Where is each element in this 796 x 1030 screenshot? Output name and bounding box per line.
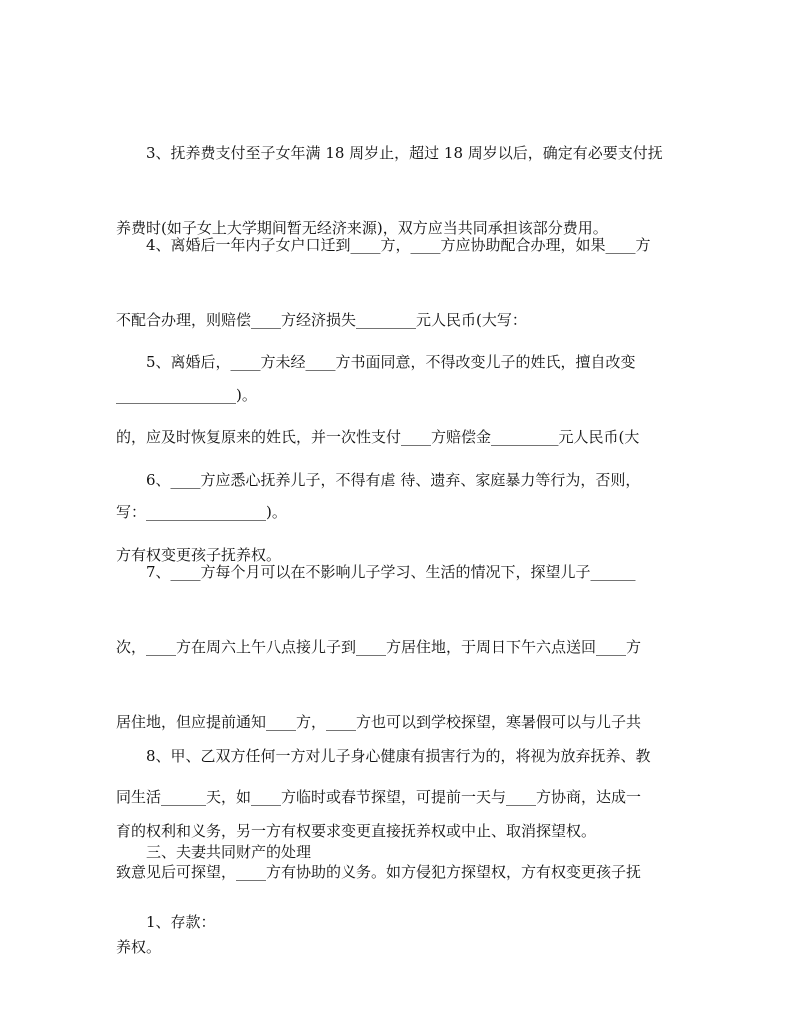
text-line: 同生活______天，如____方临时或春节探望，可提前一天与____方协商，达成一 bbox=[116, 788, 642, 806]
text-line: 的，应及时恢复原来的姓氏，并一次性支付____方赔偿金_________元人民币(大 bbox=[116, 428, 640, 446]
text-line: 6、____方应悉心抚养儿子，不得有虐 待、遗弃、家庭暴力等行为，否则， bbox=[116, 471, 641, 489]
text-line: 育的权利和义务，另一方有权要求变更直接抚养权或中止、取消探望权。 bbox=[116, 822, 597, 840]
text-line: 3、抚养费支付至子女年满 18 周岁止，超过 18 周岁以后，确定有必要支付抚 bbox=[116, 144, 663, 162]
text-line: 三、夫妻共同财产的处理 bbox=[116, 843, 312, 861]
text-line: 写：________________)。 bbox=[116, 503, 287, 521]
text-line: 8、甲、乙双方任何一方对儿子身心健康有损害行为的，将视为放弃抚养、教 bbox=[116, 747, 651, 765]
text-line: 次，____方在周六上午八点接儿子到____方居住地，于周日下午六点送回____方 bbox=[116, 638, 642, 656]
text-line: 养权。 bbox=[116, 938, 162, 956]
text-line: 养费时(如子女上大学期间暂无经济来源)，双方应当共同承担该部分费用。 bbox=[116, 219, 608, 237]
text-line: 1、存款： bbox=[116, 913, 216, 931]
text-line: 5、离婚后，____方未经____方书面同意，不得改变儿子的姓氏，擅自改变 bbox=[116, 353, 636, 371]
text-line: ________________)。 bbox=[116, 386, 257, 404]
text-line: 4、离婚后一年内子女户口迁到____方，____方应协助配合办理，如果____方 bbox=[116, 236, 651, 254]
text-line: 7、____方每个月可以在不影响儿子学习、生活的情况下，探望儿子______ bbox=[116, 563, 636, 581]
text-line: 不配合办理，则赔偿____方经济损失________元人民币(大写： bbox=[116, 311, 527, 329]
text-line: 居住地，但应提前通知____方，____方也可以到学校探望，寒暑假可以与儿子共 bbox=[116, 713, 642, 731]
subheading-deposits bbox=[116, 860, 676, 985]
text-line: 方有权变更孩子抚养权。 bbox=[116, 546, 282, 564]
text-line: 致意见后可探望，____方有协助的义务。如方侵犯方探望权，方有权变更孩子抚 bbox=[116, 863, 642, 881]
